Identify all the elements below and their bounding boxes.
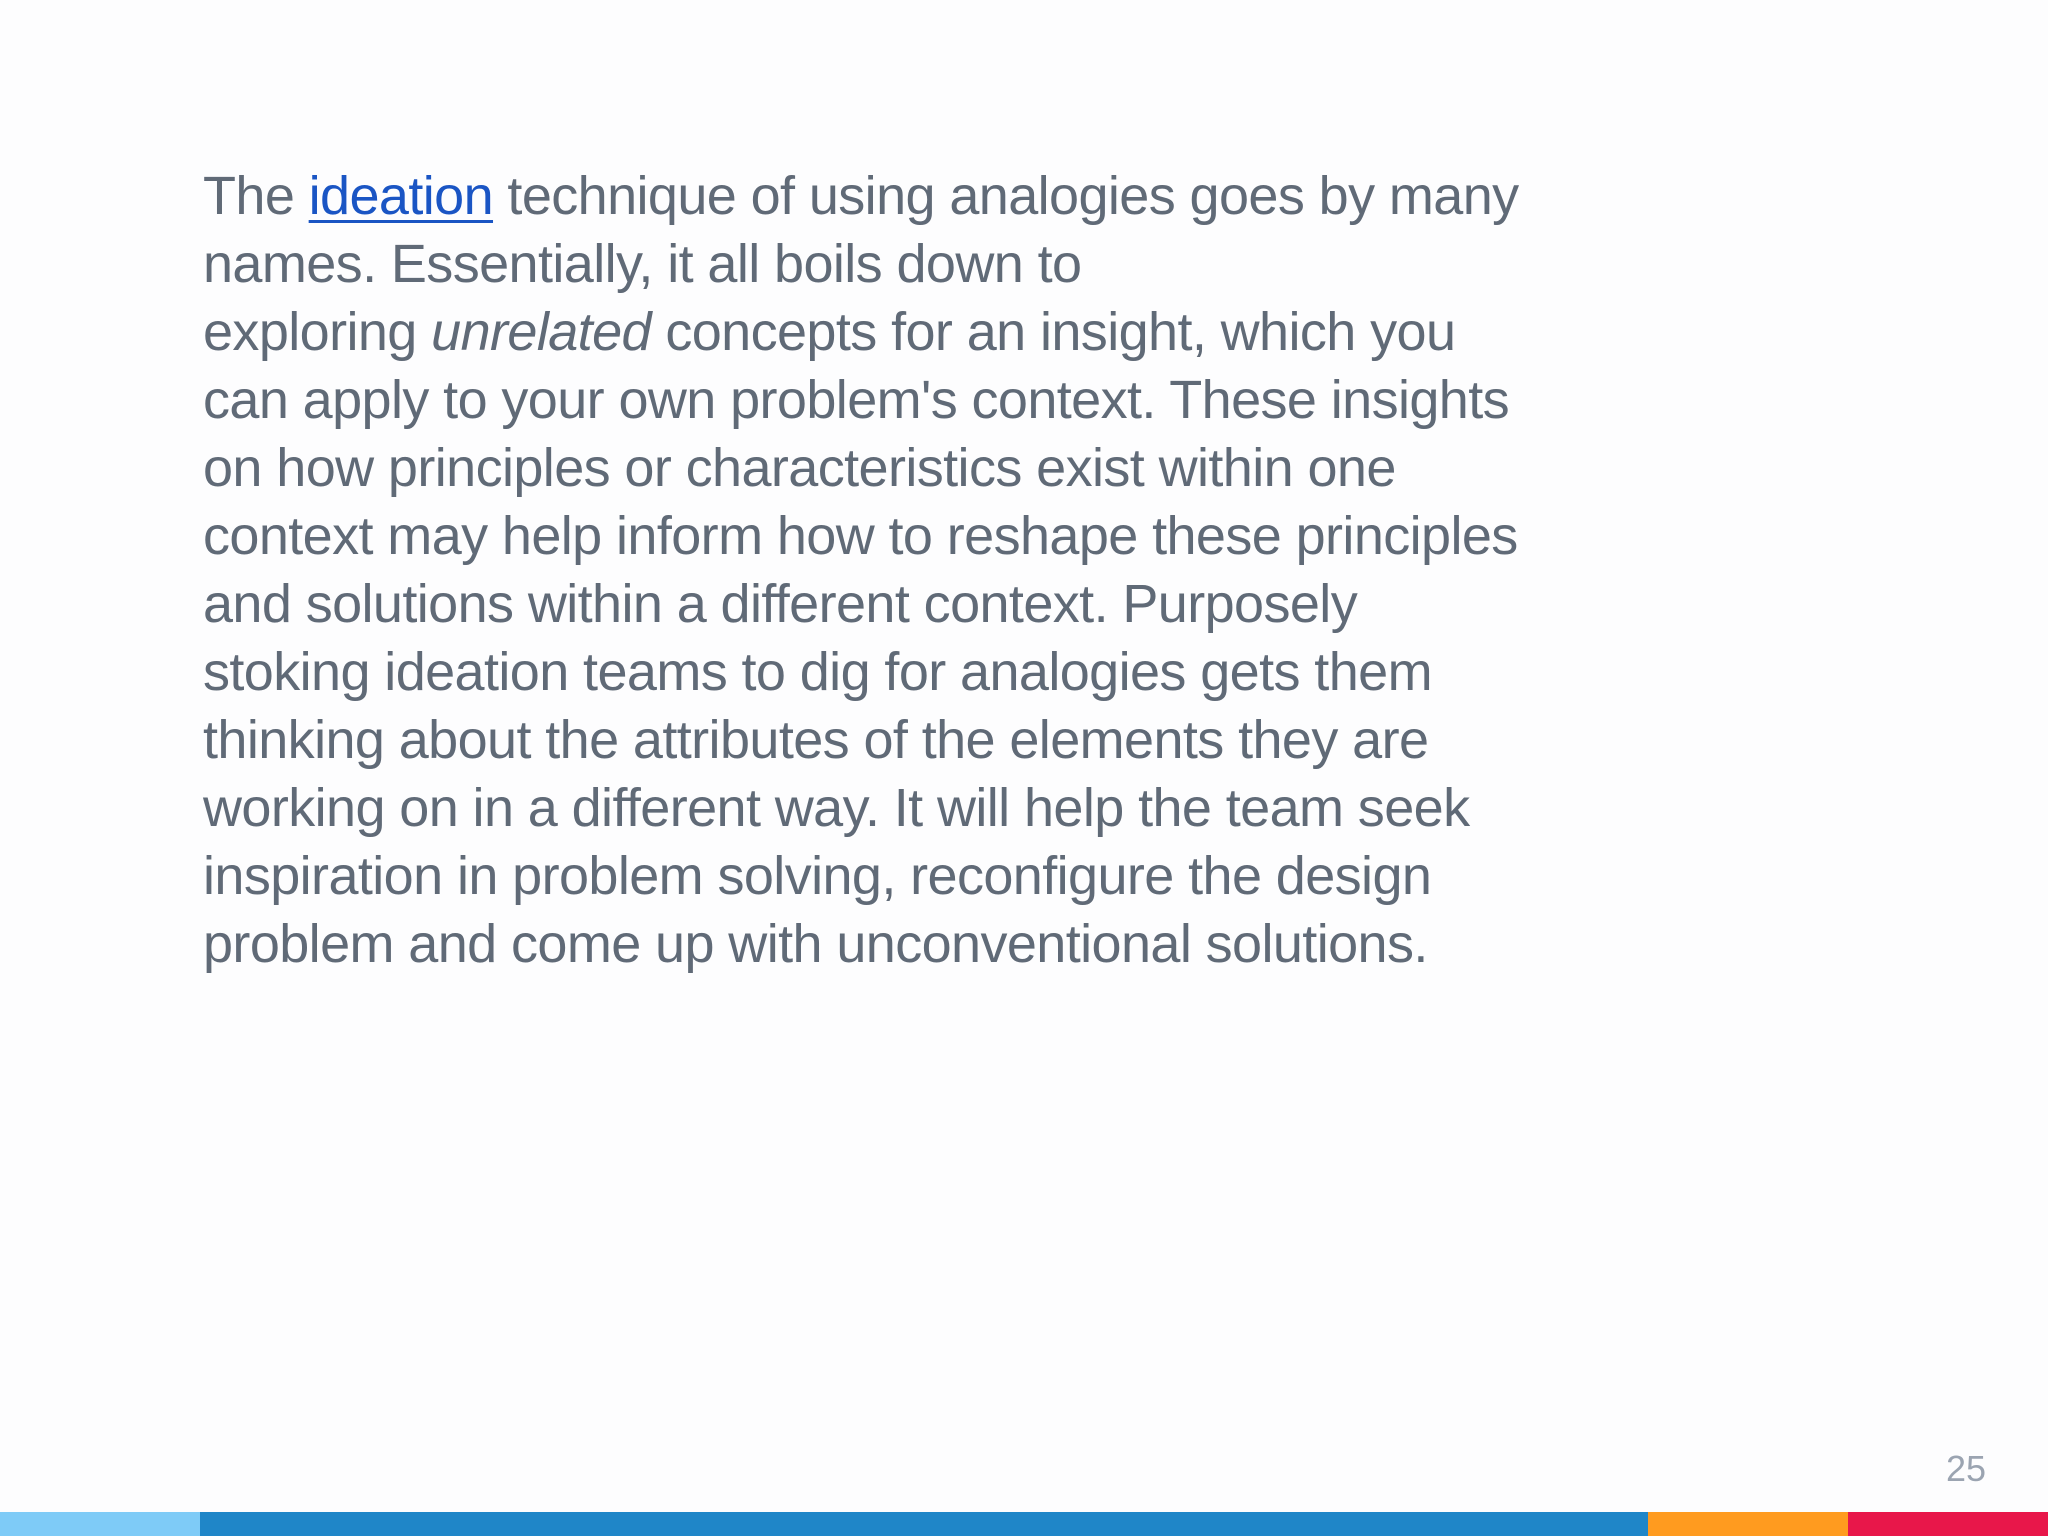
text-line: can apply to your own problem's context. These insights	[203, 370, 1510, 430]
text-line: context may help inform how to reshape these principles	[203, 506, 1518, 566]
text-line: inspiration in problem solving, reconfigure the design	[203, 846, 1432, 906]
text-run: The	[203, 166, 309, 226]
text-line: working on in a different way. It will help the team seek	[203, 778, 1470, 838]
page-number: 25	[1945, 1448, 1986, 1489]
text-line: stoking ideation teams to dig for analogies gets them	[203, 642, 1432, 702]
text-line: on how principles or characteristics exist within one	[203, 438, 1396, 498]
color-bar-segment	[1648, 1512, 1848, 1536]
text-run: technique of using analogies goes by many	[493, 166, 1519, 226]
text-line	[203, 298, 1623, 366]
emphasis-unrelated: unrelated	[431, 302, 651, 362]
text-line: and solutions within a different context. Purposely	[203, 574, 1358, 634]
body-paragraph	[203, 162, 1623, 978]
text-line: names. Essentially, it all boils down to	[203, 234, 1082, 294]
text-line	[203, 162, 1623, 230]
footer-color-bar	[0, 1512, 2048, 1536]
color-bar-segment	[1848, 1512, 2048, 1536]
text-run: concepts for an insight, which you	[650, 302, 1456, 362]
text-line: problem and come up with unconventional solutions.	[203, 914, 1428, 974]
text-line: thinking about the attributes of the elements they are	[203, 710, 1429, 770]
color-bar-segment	[200, 1512, 1648, 1536]
ideation-link[interactable]: ideation	[308, 166, 494, 226]
text-run: exploring	[203, 302, 432, 362]
color-bar-segment	[0, 1512, 200, 1536]
